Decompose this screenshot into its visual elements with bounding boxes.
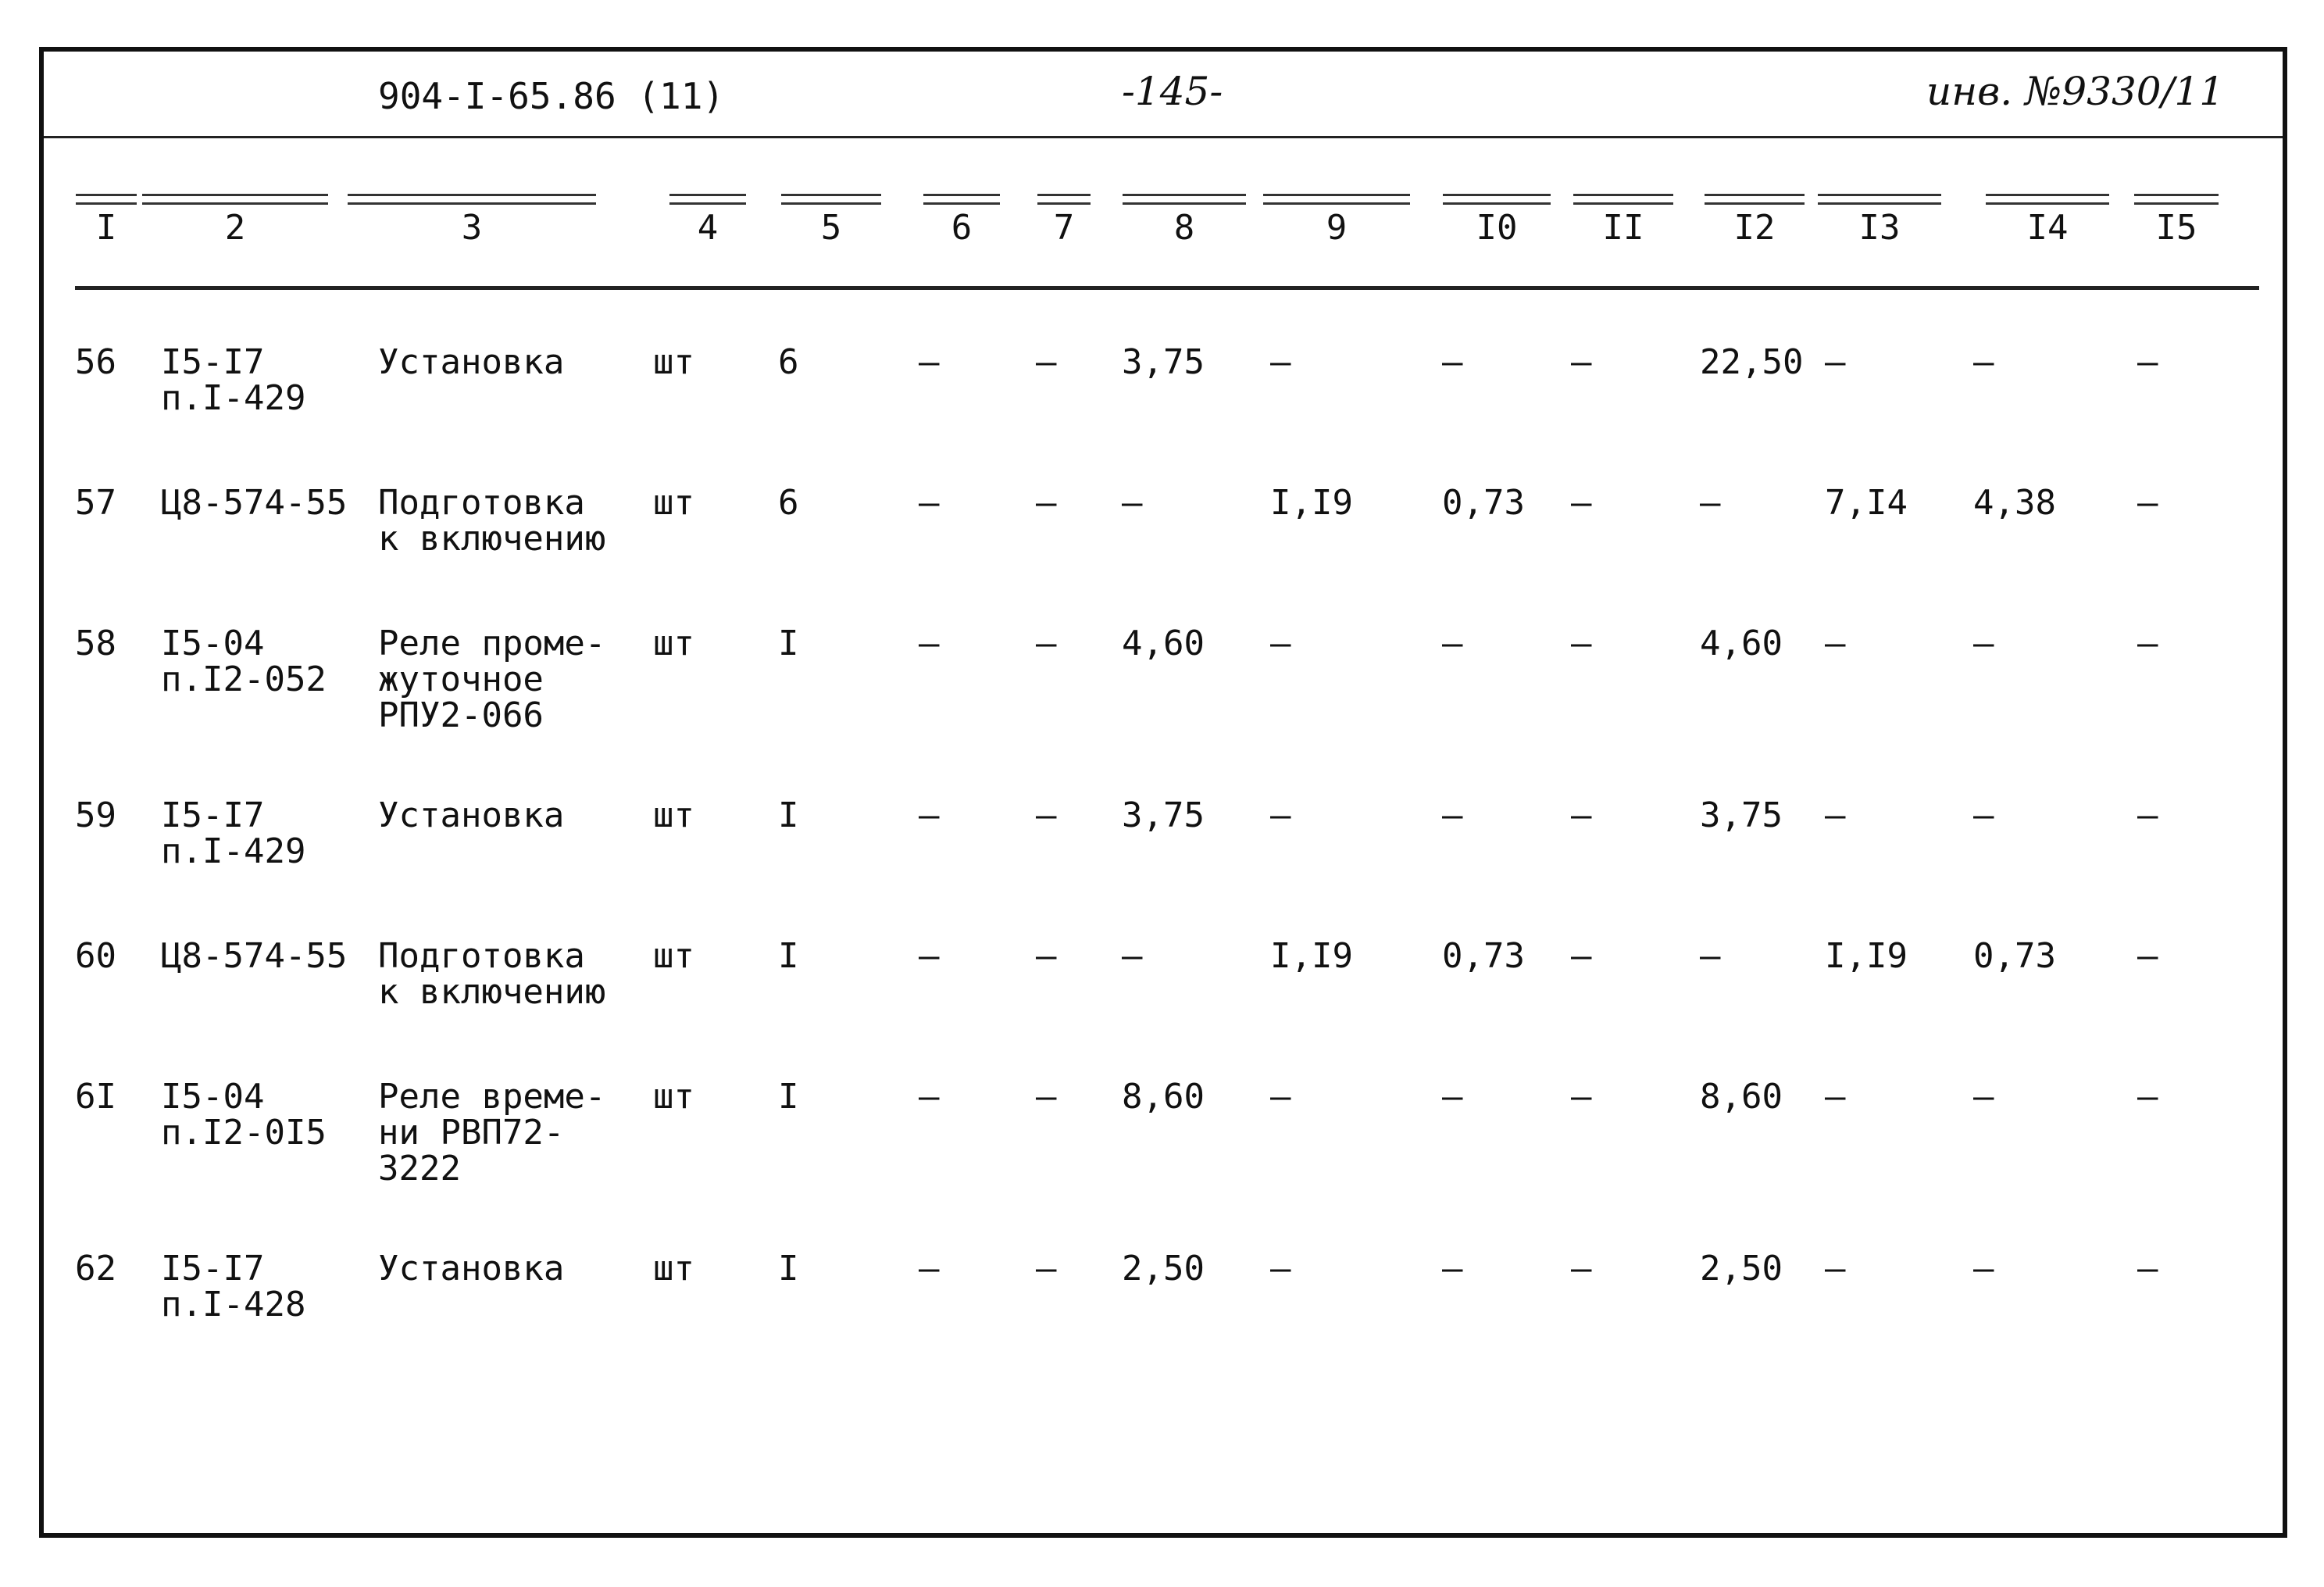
- table-cell: –: [1036, 483, 1057, 523]
- table-cell: –: [2137, 1077, 2158, 1117]
- table-cell: –: [1442, 624, 1463, 663]
- column-number: II: [1602, 208, 1644, 248]
- table-cell: 0,73: [1973, 936, 2056, 976]
- table-cell: 2,50: [1700, 1249, 1783, 1289]
- table-cell: –: [1442, 1249, 1463, 1289]
- column-double-rule: [348, 194, 596, 205]
- table-cell: –: [1270, 342, 1291, 382]
- table-cell: 22,50: [1700, 342, 1804, 382]
- table-cell: –: [1825, 1249, 1846, 1289]
- table-cell: –: [1036, 342, 1057, 382]
- table-cell: 58: [75, 624, 116, 663]
- table-cell: I: [778, 624, 799, 663]
- table-cell: шт: [653, 1077, 694, 1117]
- inventory-number: инв. №9330/11: [1926, 69, 2225, 114]
- column-double-rule: [1573, 194, 1673, 205]
- column-number: I5: [2155, 208, 2197, 248]
- table-cell: –: [1036, 795, 1057, 835]
- table-cell: –: [1036, 624, 1057, 663]
- document-sheet: [39, 47, 2287, 1538]
- table-cell: шт: [653, 342, 694, 382]
- column-double-rule: [1263, 194, 1410, 205]
- table-cell: I5-I7 п.I-429: [161, 795, 306, 871]
- table-cell: –: [1270, 795, 1291, 835]
- table-cell: –: [1571, 936, 1592, 976]
- column-number: I: [95, 208, 117, 248]
- sheet-mark: (11): [637, 75, 725, 117]
- table-cell: Подготовка к включению: [378, 936, 606, 1012]
- table-cell: 7,I4: [1825, 483, 1908, 523]
- table-cell: –: [1571, 1077, 1592, 1117]
- column-number: I0: [1476, 208, 1518, 248]
- table-cell: –: [1571, 795, 1592, 835]
- table-cell: –: [2137, 342, 2158, 382]
- table-cell: I: [778, 1077, 799, 1117]
- column-number: 5: [820, 208, 842, 248]
- table-cell: Реле време- ни РВП72- 3222: [378, 1077, 606, 1188]
- table-cell: –: [2137, 483, 2158, 523]
- column-double-rule: [1443, 194, 1551, 205]
- table-cell: –: [919, 483, 940, 523]
- table-cell: –: [1973, 1249, 1994, 1289]
- table-cell: –: [1973, 342, 1994, 382]
- column-number: 9: [1326, 208, 1348, 248]
- table-cell: –: [2137, 936, 2158, 976]
- table-cell: –: [1036, 1077, 1057, 1117]
- table-cell: I,I9: [1270, 483, 1353, 523]
- column-double-rule: [1818, 194, 1941, 205]
- column-double-rule: [142, 194, 328, 205]
- table-cell: 4,38: [1973, 483, 2056, 523]
- table-cell: –: [1270, 1077, 1291, 1117]
- table-cell: –: [1825, 1077, 1846, 1117]
- table-cell: Подготовка к включению: [378, 483, 606, 559]
- table-cell: 57: [75, 483, 116, 523]
- table-cell: –: [2137, 624, 2158, 663]
- table-cell: 2,50: [1122, 1249, 1205, 1289]
- table-cell: –: [919, 1077, 940, 1117]
- table-cell: 59: [75, 795, 116, 835]
- table-cell: –: [1571, 1249, 1592, 1289]
- table-cell: I: [778, 936, 799, 976]
- table-cell: –: [919, 624, 940, 663]
- table-cell: Установка: [378, 342, 565, 382]
- table-cell: –: [2137, 1249, 2158, 1289]
- table-cell: 62: [75, 1249, 116, 1289]
- column-double-rule: [76, 194, 137, 205]
- column-double-rule: [669, 194, 746, 205]
- table-cell: –: [1122, 936, 1143, 976]
- table-cell: –: [919, 936, 940, 976]
- table-cell: –: [1825, 795, 1846, 835]
- table-cell: –: [1973, 795, 1994, 835]
- table-cell: I,I9: [1825, 936, 1908, 976]
- table-cell: –: [919, 795, 940, 835]
- column-number: 2: [224, 208, 246, 248]
- table-cell: –: [1700, 483, 1721, 523]
- table-cell: I5-04 п.I2-0I5: [161, 1077, 327, 1153]
- table-cell: –: [2137, 795, 2158, 835]
- table-cell: 56: [75, 342, 116, 382]
- table-cell: шт: [653, 936, 694, 976]
- table-cell: –: [1825, 342, 1846, 382]
- column-double-rule: [923, 194, 1000, 205]
- column-double-rule: [1123, 194, 1246, 205]
- table-cell: Реле проме- жуточное РПУ2-066: [378, 624, 606, 735]
- table-cell: I5-04 п.I2-052: [161, 624, 327, 699]
- table-cell: –: [1270, 624, 1291, 663]
- table-cell: I5-I7 п.I-428: [161, 1249, 306, 1324]
- table-cell: 0,73: [1442, 483, 1525, 523]
- table-cell: шт: [653, 483, 694, 523]
- table-cell: I,I9: [1270, 936, 1353, 976]
- table-cell: Установка: [378, 1249, 565, 1289]
- table-cell: 60: [75, 936, 116, 976]
- table-cell: –: [1571, 624, 1592, 663]
- table-cell: –: [1700, 936, 1721, 976]
- table-cell: –: [1825, 624, 1846, 663]
- page-number: -145-: [1122, 69, 1223, 114]
- table-cell: 6: [778, 483, 799, 523]
- document-code: [378, 75, 724, 117]
- column-number: I3: [1858, 208, 1901, 248]
- document-code-text: 904-I-65.86: [378, 75, 616, 117]
- column-number: 3: [461, 208, 483, 248]
- table-cell: 8,60: [1122, 1077, 1205, 1117]
- column-number: 8: [1173, 208, 1195, 248]
- column-double-rule: [1986, 194, 2109, 205]
- table-cell: –: [1122, 483, 1143, 523]
- column-number: 7: [1053, 208, 1075, 248]
- table-cell: –: [919, 342, 940, 382]
- header-rule: [75, 286, 2259, 290]
- table-cell: 4,60: [1700, 624, 1783, 663]
- table-cell: –: [1571, 342, 1592, 382]
- table-cell: –: [1442, 795, 1463, 835]
- table-cell: –: [1036, 936, 1057, 976]
- table-cell: –: [1442, 1077, 1463, 1117]
- column-double-rule: [781, 194, 881, 205]
- table-cell: 3,75: [1700, 795, 1783, 835]
- page-header: [44, 52, 2283, 138]
- table-cell: Установка: [378, 795, 565, 835]
- table-cell: –: [919, 1249, 940, 1289]
- table-cell: –: [1973, 624, 1994, 663]
- table-cell: 6I: [75, 1077, 116, 1117]
- table-cell: 8,60: [1700, 1077, 1783, 1117]
- table-cell: –: [1036, 1249, 1057, 1289]
- column-number: I4: [2026, 208, 2069, 248]
- column-number: 4: [697, 208, 719, 248]
- column-number: 6: [951, 208, 973, 248]
- column-double-rule: [1705, 194, 1805, 205]
- table-cell: Ц8-574-55: [161, 483, 348, 523]
- table-cell: шт: [653, 795, 694, 835]
- table-cell: I: [778, 795, 799, 835]
- table-cell: шт: [653, 624, 694, 663]
- column-number: I2: [1733, 208, 1776, 248]
- table-cell: 0,73: [1442, 936, 1525, 976]
- column-number-row: [44, 208, 2283, 263]
- table-cell: шт: [653, 1249, 694, 1289]
- table-cell: –: [1270, 1249, 1291, 1289]
- table-cell: –: [1442, 342, 1463, 382]
- column-double-rule: [1037, 194, 1091, 205]
- column-double-rule: [2134, 194, 2219, 205]
- table-cell: –: [1571, 483, 1592, 523]
- table-cell: –: [1973, 1077, 1994, 1117]
- table-cell: 4,60: [1122, 624, 1205, 663]
- table-cell: 6: [778, 342, 799, 382]
- table-cell: I: [778, 1249, 799, 1289]
- table-cell: 3,75: [1122, 342, 1205, 382]
- table-cell: 3,75: [1122, 795, 1205, 835]
- table-cell: Ц8-574-55: [161, 936, 348, 976]
- table-cell: I5-I7 п.I-429: [161, 342, 306, 418]
